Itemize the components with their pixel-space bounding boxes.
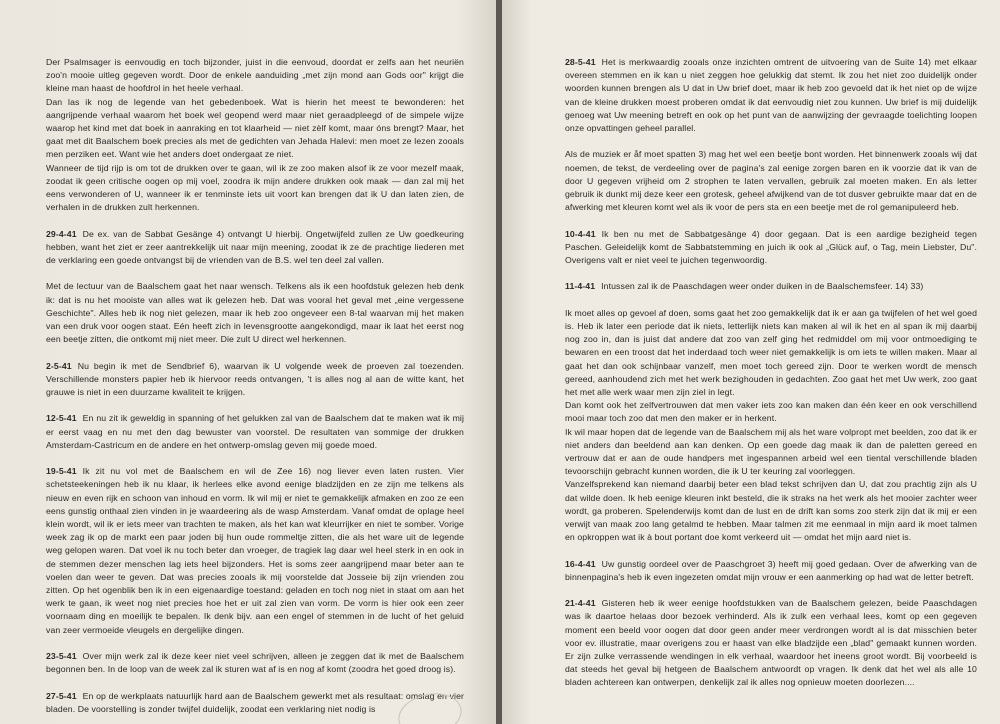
- entry-paragraph: [565, 56, 977, 135]
- diary-entry: [46, 360, 464, 400]
- entry-text: Met de lectuur van de Baalschem gaat het naar wensch. Telkens als ik een hoofdstuk gelezen heb denk ik: dat is nu het mooiste van alles wat ik gelezen heb. Dat was vooral het geval met „eine vergessene Geschichte". Alles heb ik nog niet gelezen, maar ik heb zoo ongeveer een 8-tal waarvan mij het maken van een druk voor oogen staat. Eén heeft zich in levensgrootte aangekondigd, maar ik laat het eerst nog een beetje zitten, die ontkomt mij niet meer. Die zult U direct wel herkennen.: [46, 281, 464, 345]
- entry-date: 10-4-41: [565, 228, 596, 239]
- entry-date: 16-4-41: [565, 558, 596, 569]
- intro-paragraph: Dan las ik nog de legende van het gebedenboek. Wat is hierin het meest te bewonderen: het aangrijpende verhaal waarom het boek wel geopend werd maar niet geraadpleegd of de simpele wijze waarop het kind met dat boek in aanraking en tot klaarheid — niet zèlf komt, maar óns brengt? Maar, het gaat met dit Baalschem boek precies als met de gedichten van Jehada Halevi: men moet ze lezen zooals men perziken eet. Want wie het anders doet ondergaat ze niet.: [46, 96, 464, 160]
- intro-paragraph: Der Psalmsager is eenvoudig en toch bijzonder, juist in die eenvoud, doordat er zelfs aan het neuriën zoo'n mooie uitleg gegeven wordt. Door de enkele aanduiding „met zijn mond aan Gods oor" krijgt die kleine man haast de hoofdrol in het heele verhaal.: [46, 57, 464, 94]
- right-page-text: [565, 56, 977, 703]
- entry-paragraph: [46, 650, 464, 676]
- diary-entry: [46, 465, 464, 637]
- entry-date: 12-5-41: [46, 413, 77, 424]
- entry-text: En op de werkplaats natuurlijk hard aan de Baalschem gewerkt met als resultaat: omslag en vier bladen. De voorstelling is zonder twijfel duidelijk, zoodat een verklaring niet nodig is: [46, 690, 464, 714]
- entry-paragraph: [565, 558, 977, 584]
- entry-date: 29-4-41: [46, 228, 77, 239]
- entry-date: 2-5-41: [46, 360, 72, 371]
- entry-date: 19-5-41: [46, 466, 77, 477]
- entry-paragraph: [46, 465, 464, 637]
- entry-paragraph: [46, 412, 464, 452]
- entry-paragraph: [565, 307, 977, 545]
- diary-entry: [565, 148, 977, 214]
- entry-paragraph: [565, 148, 977, 214]
- entry-text: Ik moet alles op gevoel af doen, soms gaat het zoo gemakkelijk dat ik er aan ga twijfelen of het wel goed is. Heb ik later een periode dat ik niets, letterlijk niets kan maken al wil ik het en al span ik mij daarbij nog zoo in, dan is juist dat andere dat zoo van zelf ging het redmiddel om mij voor ontmoediging te bewaren en een troost dat het inderdaad toch weer niet gemakkelijk is om iets te willen maken. Maar al gaat het dan ook schijnbaar vanzelf, men moet toch gereed zijn. Door te werken wordt de mensch gereed, aanhoudend zich met het werk bezighouden in gedachten. Zoo gaat het met Uw werk, zoo gaat het met alle werk waar men zijn ziel in legt. Dan komt ook het zelfvertrouwen dat men vaker iets zoo kan maken dan één keer en ook verschillend mooi maar toch zoo dat men den maker er in herkent. Ik wil maar hopen dat de legende van de Baalschem mij als het ware volpropt met beelden, zoo dat ik er niet anders dan beeldend aan kan denken. Op een goede dag maak ik dan de paletten gereed en vertrouw dat er aan de oude handpers met ingespannen arbeid wel een tiental verschillende bladen tevoorschijn gebracht kunnen worden, die ik U ter keuring zal voorleggen. Vanzelfsprekend kan niemand daarbij beter een blad tekst schrijven dan U, dat zou prachtig zijn als U dat wilde doen. Ik heb eenige kleuren inkt besteld, die ik straks na het werk als het mooier zachter weer wordt, ga proberen. Spelenderwijs komt dan de lust en de drift kan soms zoo sterk zijn dat ik mij er een verwijt van maak zoo lang getalmd te hebben. Maar talmen zit me eenmaal in mijn aard ik moet talmen en opkroppen wat ik à bout portant doe komt verkeerd uit — omdat het mijn aard niet is.: [565, 307, 977, 543]
- intro-paragraph: Wanneer de tijd rijp is om tot de drukken over te gaan, wil ik ze zoo maken alsof ik ze voor mezelf maak, zoodat ik geen critische oogen op mij voel, zoodra ik mijn andere drukken ook maak — dan zal mij het eens verwonderen of U, wanneer ik er tenminste iets uit voort kan brengen dat ik U dan laten zien, de verhalen in de drukken zult herkennen.: [46, 162, 464, 213]
- entry-text: Nu begin ik met de Sendbrief 6), waarvan ik U volgende week de proeven zal toezenden. Verschillende monsters papier heb ik hiervoor reeds ontvangen, 't is alles nog al aan de witte kant, het grauwe is niet in een duurzame kwaliteit te krijgen.: [46, 360, 464, 398]
- entry-text: Uw gunstig oordeel over de Paaschgroet 3) heeft mij goed gedaan. Over de afwerking van de binnenpagina's heb ik even ingezeten omdat mijn vrouw er een aanmerking op had wat de letter betreft.: [565, 558, 977, 582]
- entry-paragraph: [565, 228, 977, 268]
- right-entries: [565, 56, 977, 690]
- entry-date: 28-5-41: [565, 57, 596, 67]
- diary-entry: [46, 280, 464, 346]
- entry-date: 27-5-41: [46, 690, 77, 701]
- diary-entry: [46, 650, 464, 676]
- entry-date: 23-5-41: [46, 651, 77, 662]
- left-page-text: [46, 56, 464, 724]
- diary-entry: [565, 56, 977, 135]
- diary-entry: [565, 307, 977, 545]
- entry-text: De ex. van de Sabbat Gesänge 4) ontvangt U hierbij. Ongetwijfeld zullen ze Uw goedkeuring hebben, want het ziet er zeer aantrekkelijk uit naar mijn meening, zoodat ik ze de prachtige liederen met de verklaring een goede ontvangst bij de vrienden van de B.S. wel ten deel zal vallen.: [46, 228, 464, 266]
- entry-text: En nu zit ik geweldig in spanning of het gelukken zal van de Baalschem dat te maken wat ik mij er eerst vaag en nu met den dag bewuster van voorstel. De resultaten van sommige der drukken Amsterdam-Castricum en de andere en het ontwerp-omslag geven mij goede moed.: [46, 413, 464, 450]
- entry-paragraph: [46, 280, 464, 346]
- entry-text: Ik zit nu vol met de Baalschem en wil de Zee 16) nog liever even laten rusten. Vier schetsteekeningen heb ik nu klaar, ik herlees elke avond eenige bladzijden en ze zijn me telkens als nieuw en even rijk en schoon van inhoud en vorm. Ik wil mij er niet te gemakkelijk afmaken en zoo ze een eens gunstig onthaal zien vinden in je waardeering als de wasp Amsterdam. Vanaf omdat de oplage heel klein wordt, wil ik er iets meer van trachten te maken, als het kan wat kleurrijker en niet te somber. Vorige week zag ik op de markt een paar joden bij hun oude rommeltje zitten, die als het ware uit de legende weg gelopen waren. Dat voel ik nu toch beter dan vroeger, de tragiek lag daar wel heel sterk in en ook in de stemmen dezer menschen lag iets heel bijzonders. Het is soms zeer aangrijpend maar beter aan te voelen dan weer te geven. Dat was precies zooals ik mij voorstelde dat Josseie bij zijn vrienden zou zitten. Op het ogenblik ben ik in een eigenaardige toestand: geladen en toch nog niet in staat om aan het werk te gaan, ik weet nog niet precies hoe het er uit zal zien van vorm. De vorm is hier ook een zeer voornaam ding en moeilijk te bepalen. Ik denk bijv. aan een engel of stemmen in de lucht of het geluid van zeer vermoeide vleugels en dergelijke dingen.: [46, 466, 464, 635]
- entry-paragraph: [46, 360, 464, 400]
- intro-block: [46, 56, 464, 214]
- left-page: [0, 0, 496, 724]
- left-entries: [46, 228, 464, 716]
- diary-entry: [565, 228, 977, 268]
- diary-entry: [565, 597, 977, 689]
- diary-entry: [565, 558, 977, 584]
- diary-entry: [565, 280, 977, 293]
- entry-text: Als de muziek er åf moet spatten 3) mag het wel een beetje bont worden. Het binnenwerk zooals wij dat noemen, de tekst, de verdeeling over de pagina's zal eenige zorgen baren en ik voorzie dat ik van de door U gegeven vrijheid om 2 strophen te laten vervallen, gebruik zal moeten maken. En als letter gebruik ik dunkt mij deze keer een grotesk, geheel afwijkend van de tot dusver gebruikte maar dat en de afwerking met kleuren komt wel als ik voor de pers sta en een beetje met de rol gemanipuleerd heb.: [565, 149, 977, 213]
- entry-paragraph: [565, 280, 977, 293]
- entry-text: Intussen zal ik de Paaschdagen weer onder duiken in de Baalschemsfeer. 14) 33): [601, 281, 924, 292]
- right-page: [502, 0, 1000, 724]
- diary-entry: [46, 228, 464, 268]
- entry-date: 21-4-41: [565, 598, 596, 609]
- entry-text: Het is merkwaardig zooals onze inzichten omtrent de uitvoering van de Suite 14) met elkaar overeen stemmen en ik kan u niet zeggen hoe gelukkig dat stemt. Ik zou het niet zoo duidelijk onder woorden kunnen brengen als U dat in Uw brief doet, maar ik heb zoo gevoeld dat ik het niet op de wijze van de kleine drukken moest proberen omdat ik dat eenvoudig niet zou kunnen. Uw brief is mij duidelijk genoeg wat Uw meening betreft en ook op het punt van de aanwijzing der gevraagde toelichting loopen onze opvattingen geheel parallel.: [565, 57, 977, 134]
- entry-text: Over mijn werk zal ik deze keer niet veel schrijven, alleen je zeggen dat ik met de Baalschem begonnen ben. In de loop van de week zal ik sturen wat af is en nog af komt (zoodra het goed droog is).: [46, 651, 464, 675]
- entry-date: 11-4-41: [565, 281, 596, 292]
- diary-entry: [46, 412, 464, 452]
- entry-paragraph: [46, 228, 464, 268]
- entry-paragraph: [565, 597, 977, 689]
- entry-text: Ik ben nu met de Sabbatgesänge 4) door gegaan. Dat is een aardige bezigheid tegen Paschen. Geleidelijk komt de Sabbatstemming en juich ik ook al „Glück auf, o Tag, mein Liebster, Du". Overigens valt er niet veel te juichen tegenwoordig.: [565, 228, 977, 266]
- entry-text: Gisteren heb ik weer eenige hoofdstukken van de Baalschem gelezen, beide Paaschdagen was ik daartoe helaas door bezoek verhinderd. Als ik zulk een verhaal lees, komt op een gegeven moment een beeld voor oogen dat door geen ander meer verdrongen wordt al is dat misschien beter voor ev. illustratie, maar overigens zou er haast van elke bladzijde een „blad" gemaakt kunnen worden. Er zijn zulke verrassende wendingen in elk verhaal, waardoor het ineens groot wordt. Bij voorbeeld is dat steeds het geval bij hetgeen de Baalschem antwoordt op vragen. Ik denk dat het wel als alle 10 bladen achtereen kan ontwerpen, denkelijk zal ik alles nog opnieuw moeten doorlezen....: [565, 598, 977, 688]
